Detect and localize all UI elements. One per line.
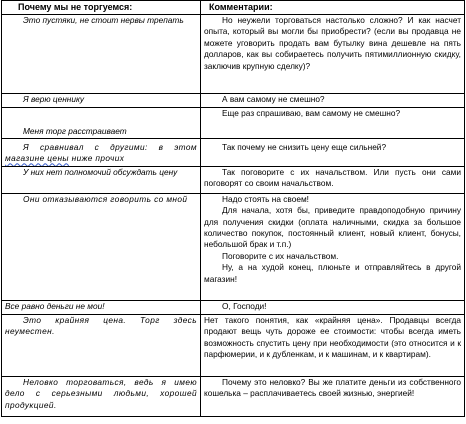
comment-cell	[201, 139, 465, 167]
comment-cell	[201, 94, 465, 108]
objection-text-part: Я сравнивал с другими: в этом	[23, 142, 197, 152]
table-header-row	[2, 1, 465, 15]
comment-text: Нет такого понятия, как «крайняя цена». Продавцы всегда продают вещь чуть дороже ее стоимости: чтобы всегда иметь возможность спустить цену при необходимости (это относится и к парфюмерии, и к дубленкам, и к машинам, и к квартирам).	[204, 314, 461, 360]
comment-text: Поговорите с их начальством.	[222, 250, 339, 261]
comment-text: Почему это неловко? Вы же платите деньги из собственного кошелька – расплачиваетесь своей жизнью, энергией!	[204, 376, 461, 399]
objections-table	[1, 0, 465, 417]
table-row	[2, 108, 465, 139]
header-comments: Комментарии:	[201, 1, 465, 15]
objection-text	[5, 142, 197, 165]
comment-text: Надо стоять на своем!	[222, 193, 309, 204]
table-row	[2, 300, 465, 314]
objection-text: Все равно деньги не мои!	[5, 300, 105, 311]
objection-text: Я верю ценнику	[23, 94, 85, 104]
comment-cell	[201, 314, 465, 376]
objection-cell	[2, 166, 201, 193]
table-row	[2, 94, 465, 108]
comment-text: О, Господи!	[222, 300, 267, 311]
table-row	[2, 139, 465, 167]
objection-cell	[2, 314, 201, 376]
objection-text: Меня торг расстраивает	[23, 125, 127, 136]
comment-text: Для начала, хотя бы, приведите правдоподобную причину для получения скидки (оплата наличными, скидка за большое количество покупок, постоянный клиент, новый клиент, бонусы, небольшой брак и т.п.)	[204, 205, 461, 250]
comment-cell	[201, 300, 465, 314]
objection-text-part: ниже прочих	[68, 153, 125, 164]
objection-cell	[2, 300, 201, 314]
comment-text: Так почему не снизить цену еще сильней?	[222, 142, 387, 152]
objection-text: Это пустяки, не стоит нервы трепать	[23, 15, 184, 25]
header-objections: Почему мы не торгуемся:	[2, 1, 201, 15]
comment-text: А вам самому не смешно?	[222, 94, 325, 104]
comment-text: Но неужели торговаться настолько сложно? И как насчет опыта, который вы могли бы приобрести? (если вы продавца не можете уговорить продать вам бутылку вина дешевле на пять долларов, как вы собираетесь получить пятимиллионную скидку, заключив крупную сделку)?	[204, 15, 461, 71]
comment-cell	[201, 193, 465, 300]
comment-cell	[201, 166, 465, 193]
objection-text: У них нет полномочий обсуждать цену	[23, 166, 178, 177]
comment-cell	[201, 376, 465, 416]
objection-text: Они отказываются говорить со мной	[23, 193, 188, 204]
comment-text: Ну, а на худой конец, плюньте и отправляйтесь в другой магазин!	[204, 262, 461, 284]
objection-cell	[2, 139, 201, 167]
objection-cell	[2, 15, 201, 94]
comment-cell	[201, 15, 465, 94]
comment-cell	[201, 108, 465, 139]
objection-cell	[2, 376, 201, 416]
table-row	[2, 193, 465, 300]
objection-text: Неловко торговаться, ведь я имею дело с серьезными людьми, хорошей продукцией.	[5, 376, 197, 410]
objection-cell	[2, 193, 201, 300]
comment-text: Еще раз спрашиваю, вам самому не смешно?	[222, 108, 401, 118]
comment-text: Так поговорите с их начальством. Или пусть они сами поговорят со своим начальством.	[204, 166, 461, 189]
objection-text-underlined: магазине цены	[5, 153, 69, 164]
objection-cell	[2, 94, 201, 108]
table-row	[2, 376, 465, 416]
table-row	[2, 314, 465, 376]
objection-cell	[2, 108, 201, 139]
table-row	[2, 166, 465, 193]
objection-text: Это крайняя цена. Торг здесь неуместен.	[5, 314, 197, 337]
table-row	[2, 15, 465, 94]
